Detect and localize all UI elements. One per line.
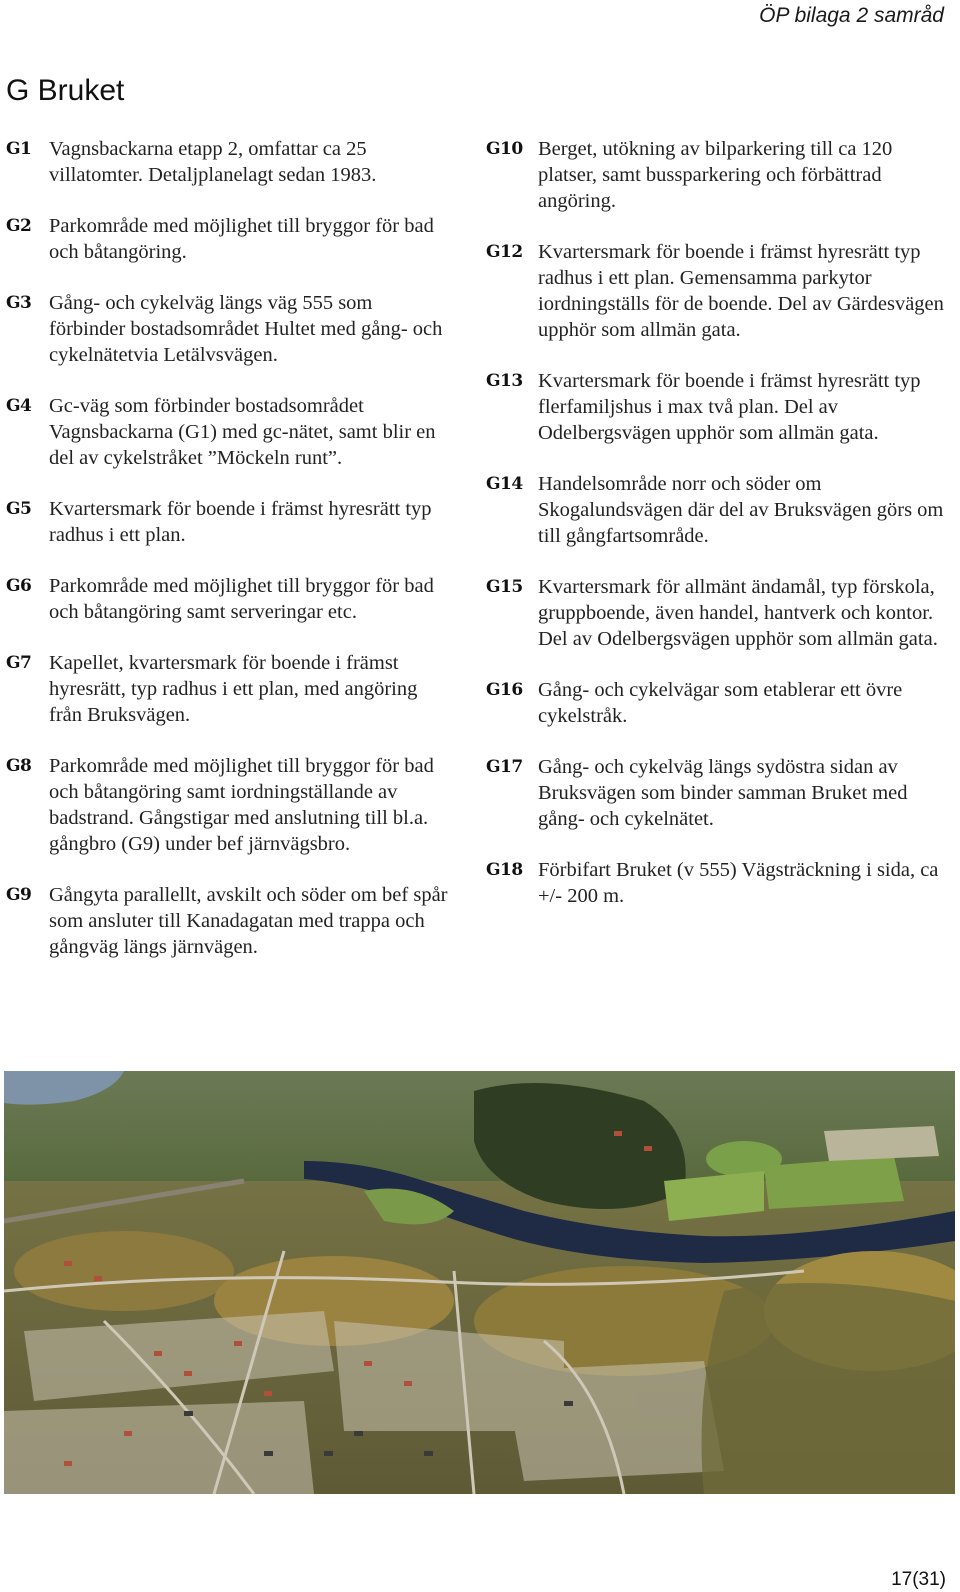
list-item	[6, 496, 450, 548]
list-item	[486, 857, 948, 909]
item-code: G3	[6, 293, 32, 313]
right-column	[486, 136, 948, 934]
list-item	[486, 136, 948, 214]
item-text: Kvartersmark för boende i främst hyresrätt typ flerfamiljshus i max två plan. Del av Odelbergsvägen upphör som allmän gata.	[538, 370, 921, 444]
list-item	[6, 136, 450, 188]
page-header: ÖP bilaga 2 samråd	[759, 4, 944, 27]
item-text: Kvartersmark för boende i främst hyresrätt typ radhus i ett plan. Gemensamma parkytor iordningställs för de boende. Del av Gärdesvägen upphör som allmän gata.	[538, 241, 944, 341]
item-code: G18	[486, 860, 523, 880]
item-code: G6	[6, 576, 32, 596]
list-item	[486, 239, 948, 343]
item-code: G4	[6, 396, 32, 416]
item-text: Parkområde med möjlighet till bryggor för bad och båtangöring samt serveringar etc.	[49, 575, 434, 623]
list-item	[6, 393, 450, 471]
section-title: G Bruket	[6, 74, 125, 107]
item-code: G15	[486, 577, 523, 597]
list-item	[486, 574, 948, 652]
item-code: G2	[6, 216, 32, 236]
item-text: Berget, utökning av bilparkering till ca 120 platser, samt bussparkering och förbättrad angöring.	[538, 138, 893, 212]
item-code: G9	[6, 885, 32, 905]
item-text: Parkområde med möjlighet till bryggor för bad och båtangöring.	[49, 215, 434, 263]
list-item	[6, 650, 450, 728]
list-item	[6, 213, 450, 265]
item-code: G5	[6, 499, 32, 519]
left-column	[6, 136, 450, 985]
item-text: Förbifart Bruket (v 555) Vägsträckning i sida, ca +/- 200 m.	[538, 859, 939, 907]
item-text: Gångyta parallellt, avskilt och söder om bef spår som ansluter till Kanadagatan med trappa och gångväg längs järnvägen.	[49, 884, 448, 958]
item-code: G17	[486, 757, 523, 777]
item-code: G14	[486, 474, 523, 494]
aerial-photo	[4, 1071, 955, 1494]
item-text: Handelsområde norr och söder om Skogalundsvägen där del av Bruksvägen görs om till gångfartsområde.	[538, 473, 944, 547]
item-text: Kvartersmark för allmänt ändamål, typ förskola, gruppboende, även handel, hantverk och kontor. Del av Odelbergsvägen upphör som allmän gata.	[538, 576, 938, 650]
item-code: G1	[6, 139, 32, 159]
item-code: G12	[486, 242, 523, 262]
item-code: G13	[486, 371, 523, 391]
list-item	[486, 368, 948, 446]
item-text: Parkområde med möjlighet till bryggor för bad och båtangöring samt iordningställande av badstrand. Gångstigar med anslutning till bl.a. gångbro (G9) under bef järnvägsbro.	[49, 755, 434, 855]
list-item	[486, 677, 948, 729]
list-item	[486, 471, 948, 549]
item-text: Kvartersmark för boende i främst hyresrätt typ radhus i ett plan.	[49, 498, 432, 546]
item-code: G8	[6, 756, 32, 776]
item-text: Vagnsbackarna etapp 2, omfattar ca 25 villatomter. Detaljplanelagt sedan 1983.	[49, 138, 377, 186]
item-text: Gång- och cykelväg längs väg 555 som förbinder bostadsområdet Hultet med gång- och cykelnätetvia Letälvsvägen.	[49, 292, 443, 366]
item-text: Gång- och cykelvägar som etablerar ett övre cykelstråk.	[538, 679, 903, 727]
list-item	[6, 290, 450, 368]
list-item	[6, 753, 450, 857]
list-item	[6, 573, 450, 625]
item-text: Gång- och cykelväg längs sydöstra sidan av Bruksvägen som binder samman Bruket med gång- och cykelnätet.	[538, 756, 908, 830]
item-text: Gc-väg som förbinder bostadsområdet Vagnsbackarna (G1) med gc-nätet, samt blir en del av cykelstråket ”Möckeln runt”.	[49, 395, 436, 469]
aerial-photo-illustration	[4, 1071, 955, 1494]
item-text: Kapellet, kvartersmark för boende i främst hyresrätt, typ radhus i ett plan, med angöring från Bruksvägen.	[49, 652, 418, 726]
item-code: G16	[486, 680, 523, 700]
list-item	[486, 754, 948, 832]
page-number: 17(31)	[891, 1569, 946, 1590]
item-code: G10	[486, 139, 523, 159]
item-code: G7	[6, 653, 32, 673]
list-item	[6, 882, 450, 960]
